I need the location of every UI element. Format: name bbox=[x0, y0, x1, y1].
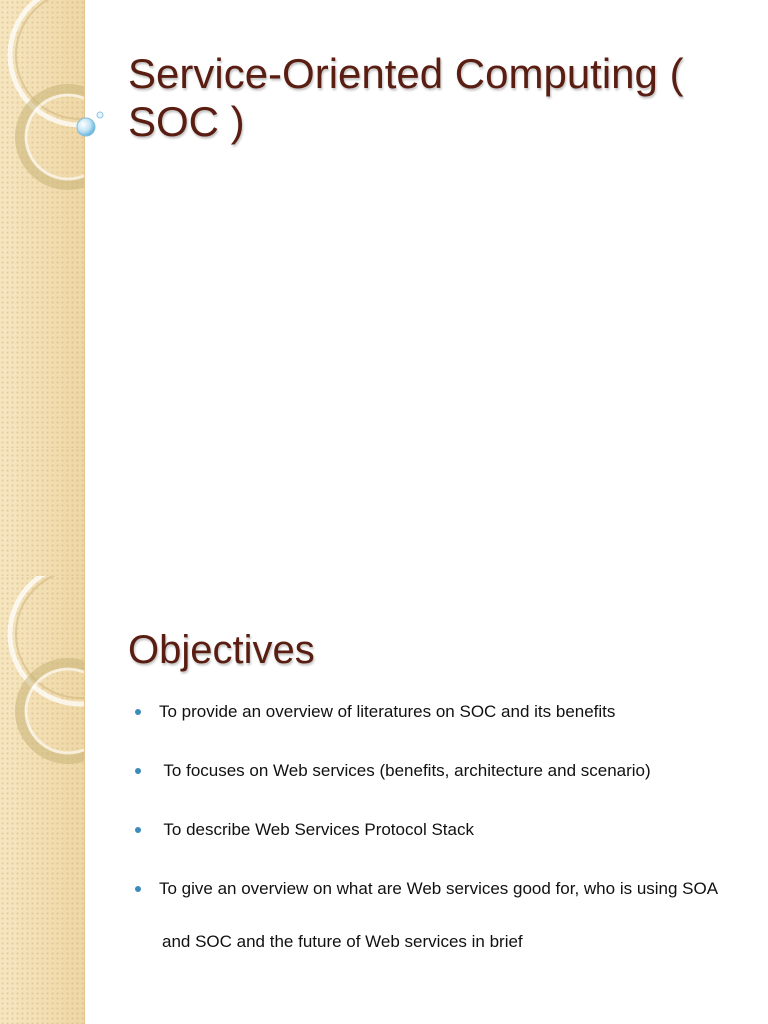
list-item bbox=[159, 759, 743, 782]
decorative-circles-graphic bbox=[0, 576, 84, 1024]
bullet-icon bbox=[135, 827, 141, 833]
bullet-icon bbox=[135, 709, 141, 715]
slide-title: Objectives bbox=[128, 628, 315, 672]
list-item bbox=[159, 818, 743, 841]
bullet-text: To give an overview on what are Web services good for, who is using SOA bbox=[159, 879, 719, 898]
decorative-sidebar bbox=[0, 576, 85, 1024]
bullet-icon bbox=[135, 768, 141, 774]
list-item bbox=[159, 700, 743, 723]
decorative-circles-graphic bbox=[0, 0, 84, 448]
slide-objectives bbox=[0, 576, 768, 1024]
slide-separator bbox=[0, 448, 768, 576]
bullet-icon bbox=[135, 886, 141, 892]
bubble-icon bbox=[74, 110, 110, 140]
slide-title: Service-Oriented Computing ( SOC ) bbox=[128, 50, 684, 145]
bullet-text: To describe Web Services Protocol Stack bbox=[159, 820, 474, 839]
list-item bbox=[159, 877, 743, 900]
bullet-continuation-text: and SOC and the future of Web services in brief bbox=[162, 932, 523, 951]
decorative-sidebar bbox=[0, 0, 85, 448]
decorative-sidebar bbox=[0, 448, 85, 576]
bullet-text: To provide an overview of literatures on SOC and its benefits bbox=[159, 702, 616, 721]
slide-title-page bbox=[0, 0, 768, 448]
bullet-text: To focuses on Web services (benefits, architecture and scenario) bbox=[159, 761, 651, 780]
